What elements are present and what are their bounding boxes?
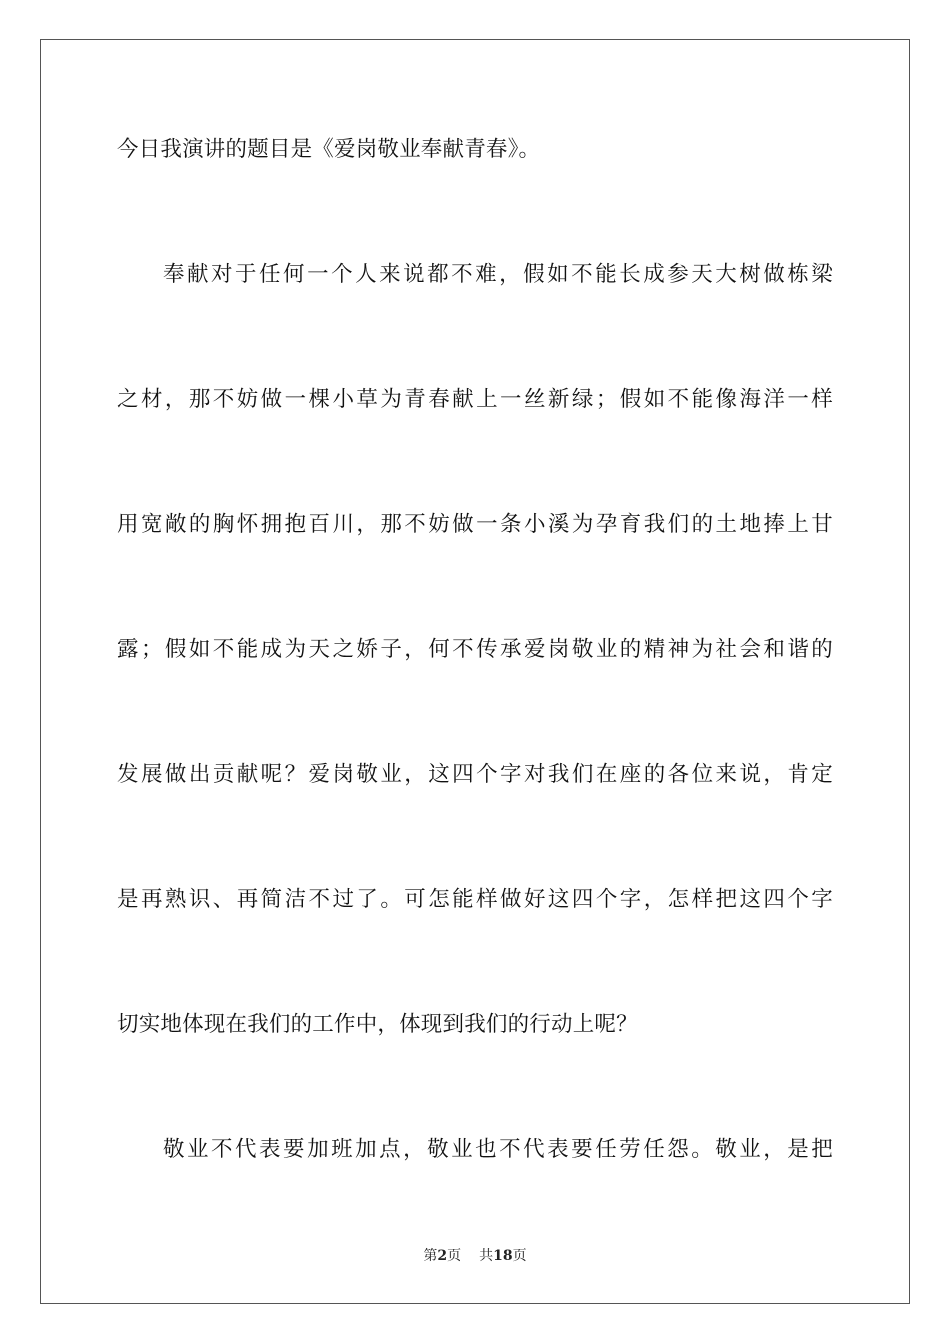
text-line-5: 露；假如不能成为天之娇子，何不传承爱岗敬业的精神为社会和谐的 <box>117 637 833 662</box>
total-prefix: 共 <box>479 1248 494 1264</box>
text-line-7: 是再熟识、再简洁不过了。可怎能样做好这四个字，怎样把这四个字 <box>117 887 833 912</box>
text-line-9: 敬业不代表要加班加点，敬业也不代表要任劳任怨。敬业，是把 <box>163 1137 833 1162</box>
text-line-8: 切实地体现在我们的工作中，体现到我们的行动上呢？ <box>117 1012 638 1037</box>
page-number: 2 <box>437 1248 448 1264</box>
text-line-3: 之材，那不妨做一棵小草为青春献上一丝新绿；假如不能像海洋一样 <box>117 387 833 412</box>
text-line-6: 发展做出贡献呢？爱岗敬业，这四个字对我们在座的各位来说，肯定 <box>117 762 833 787</box>
page-footer <box>0 1246 950 1266</box>
text-line-1: 今日我演讲的题目是《爱岗敬业奉献青春》。 <box>117 137 541 162</box>
page-border <box>40 39 910 1304</box>
text-line-4: 用宽敞的胸怀拥抱百川，那不妨做一条小溪为孕育我们的土地捧上甘 <box>117 512 833 537</box>
total-pages: 18 <box>493 1248 513 1264</box>
page-prefix: 第 <box>423 1248 438 1264</box>
total-suffix: 页 <box>512 1248 527 1264</box>
text-line-2: 奉献对于任何一个人来说都不难，假如不能长成参天大树做栋梁 <box>163 262 833 287</box>
page-suffix: 页 <box>447 1248 462 1264</box>
